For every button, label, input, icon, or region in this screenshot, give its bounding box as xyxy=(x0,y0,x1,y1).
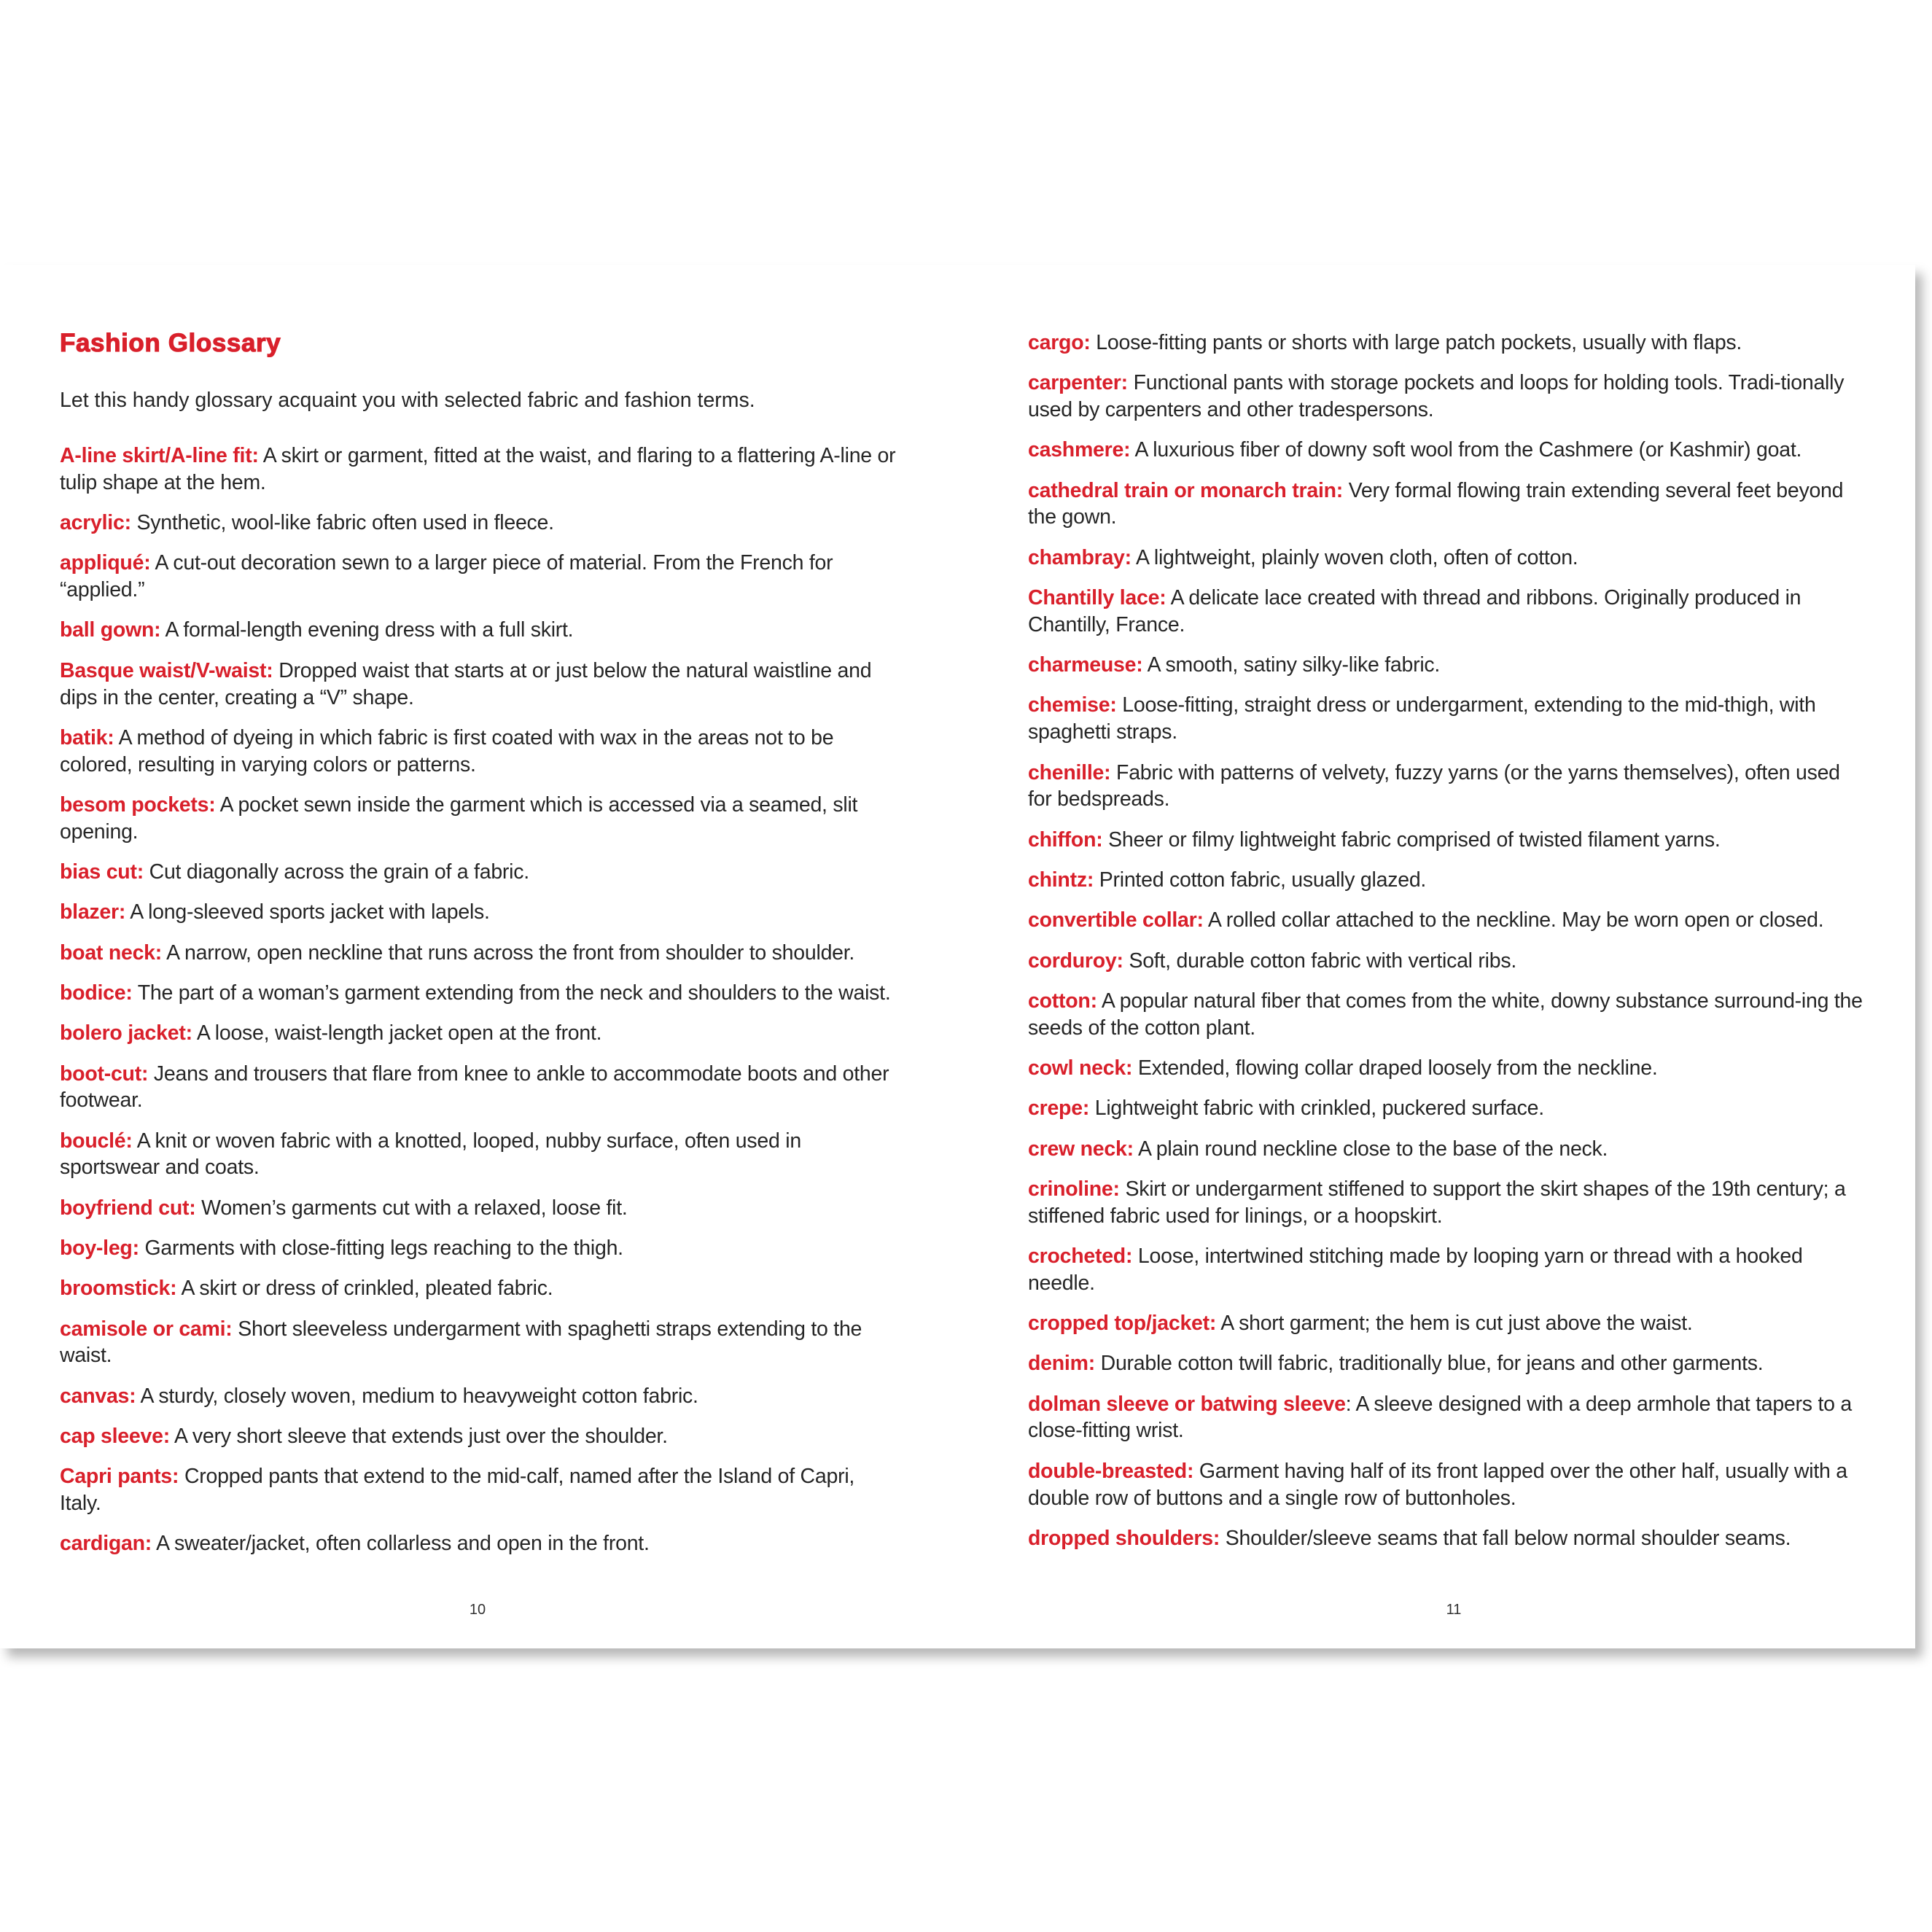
term-colon: : xyxy=(141,1062,149,1086)
glossary-term: charmeuse xyxy=(1028,653,1137,677)
glossary-definition: A short garment; the hem is cut just above the waist. xyxy=(1216,1312,1693,1336)
glossary-entry xyxy=(1028,1243,1866,1297)
glossary-term: carpenter xyxy=(1028,371,1121,395)
glossary-entry xyxy=(60,1383,898,1410)
term-colon: : xyxy=(1113,1177,1120,1201)
glossary-entry xyxy=(1028,370,1866,424)
glossary-definition: A sleeve designed with a deep armhole that tapers to a close-fitting wrist. xyxy=(1028,1392,1852,1443)
term-colon: : xyxy=(1090,989,1097,1013)
glossary-term: crocheted xyxy=(1028,1244,1126,1268)
glossary-definition: Very formal flowing train extending several feet beyond the gown. xyxy=(1028,478,1844,529)
glossary-definition: A lightweight, plainly woven cloth, often of cotton. xyxy=(1131,545,1578,569)
glossary-definition: A knit or woven fabric with a knotted, looped, nubby surface, often used in sportswear and coats. xyxy=(60,1129,801,1180)
glossary-entry xyxy=(60,899,898,926)
glossary-entry xyxy=(1028,827,1866,854)
glossary-definition: A narrow, open neckline that runs across the front from shoulder to shoulder. xyxy=(162,940,855,965)
glossary-definition: Women’s garments cut with a relaxed, loose fit. xyxy=(195,1196,628,1220)
term-colon: : xyxy=(1336,478,1344,502)
term-colon: : xyxy=(1082,1097,1090,1121)
glossary-term: bias cut xyxy=(60,860,137,884)
glossary-term: Capri pants xyxy=(60,1465,173,1489)
glossary-definition: Loose, intertwined stitching made by looping yarn or thread with a hooked needle. xyxy=(1028,1244,1803,1295)
glossary-definition: A skirt or dress of crinkled, pleated fabric. xyxy=(176,1277,553,1301)
term-colon: : xyxy=(132,1236,139,1261)
glossary-definition: Cut diagonally across the grain of a fabric. xyxy=(143,860,529,884)
glossary-entry xyxy=(60,1061,898,1115)
glossary-definition: A popular natural fiber that comes from the white, downy substance surround-ing the seeds of the cotton plant. xyxy=(1028,989,1863,1040)
glossary-term: chiffon xyxy=(1028,827,1097,852)
glossary-term: boy-leg xyxy=(60,1236,133,1261)
glossary-term: cowl neck xyxy=(1028,1056,1126,1080)
glossary-term: convertible collar xyxy=(1028,908,1197,932)
glossary-entry xyxy=(60,1195,898,1222)
term-colon: : xyxy=(1126,1137,1134,1161)
glossary-term: canvas xyxy=(60,1384,130,1408)
glossary-definition: A sturdy, closely woven, medium to heavyweight cotton fabric. xyxy=(136,1384,698,1408)
glossary-term: chenille xyxy=(1028,760,1105,784)
glossary-definition: Durable cotton twill fabric, traditionally blue, for jeans and other garments. xyxy=(1094,1352,1764,1376)
glossary-term: ball gown xyxy=(60,618,155,642)
glossary-term: batik xyxy=(60,725,108,749)
glossary-term: crepe xyxy=(1028,1097,1083,1121)
term-colon: : xyxy=(252,444,259,467)
term-colon: : xyxy=(124,511,131,535)
glossary-definition: Short sleeveless undergarment with spaghetti straps extending to the waist. xyxy=(60,1317,862,1368)
term-colon: : xyxy=(1116,949,1123,973)
term-colon: : xyxy=(225,1317,233,1341)
term-colon: : xyxy=(1136,653,1143,677)
glossary-term: chemise xyxy=(1028,693,1110,717)
glossary-term: crew neck xyxy=(1028,1137,1127,1161)
glossary-list-right xyxy=(1028,330,1866,1565)
glossary-definition: Jeans and trousers that flare from knee to ankle to accommodate boots and other footwear. xyxy=(60,1062,889,1113)
glossary-entry xyxy=(1028,692,1866,746)
term-colon: : xyxy=(189,1196,196,1220)
page-number-right: 11 xyxy=(1446,1602,1462,1618)
term-colon: : xyxy=(1110,693,1117,717)
glossary-definition: Fabric with patterns of velvety, fuzzy yarns (or the yarns themselves), often used for bedspreads. xyxy=(1028,760,1840,811)
glossary-entry xyxy=(1028,948,1866,975)
glossary-term: acrylic xyxy=(60,511,125,535)
glossary-term: bouclé xyxy=(60,1129,126,1153)
glossary-term: dolman sleeve or batwing sleeve xyxy=(1028,1392,1346,1416)
glossary-term: cashmere xyxy=(1028,438,1124,462)
glossary-entry xyxy=(60,1530,898,1557)
glossary-definition: A method of dyeing in which fabric is first coated with wax in the areas not to be colored, resulting in varying colors or patterns. xyxy=(60,725,834,776)
term-colon: : xyxy=(185,1021,192,1045)
glossary-entry xyxy=(1028,1350,1866,1377)
intro-text: Let this handy glossary acquaint you with selected fabric and fashion terms. xyxy=(60,389,755,412)
glossary-term: A-line skirt/A-line fit xyxy=(60,444,252,467)
glossary-entry xyxy=(60,940,898,967)
glossary-term: chambray xyxy=(1028,545,1125,569)
glossary-entry xyxy=(60,859,898,886)
glossary-definition: A rolled collar attached to the neckline. May be worn open or closed. xyxy=(1203,908,1824,932)
glossary-entry xyxy=(60,1463,898,1517)
glossary-entry xyxy=(1028,1136,1866,1163)
glossary-definition: Cropped pants that extend to the mid-calf, named after the Island of Capri, Italy. xyxy=(60,1465,855,1516)
glossary-definition: Extended, flowing collar draped loosely from the neckline. xyxy=(1132,1056,1658,1080)
glossary-entry xyxy=(60,1235,898,1262)
term-colon: : xyxy=(1345,1392,1352,1416)
glossary-definition: A pocket sewn inside the garment which is accessed via a seamed, slit opening. xyxy=(60,792,858,844)
term-colon: : xyxy=(1125,1056,1133,1080)
term-colon: : xyxy=(1123,438,1131,462)
glossary-term: dropped shoulders xyxy=(1028,1526,1213,1550)
glossary-term: boot-cut xyxy=(60,1062,141,1086)
term-colon: : xyxy=(170,1277,177,1301)
glossary-entry xyxy=(1028,478,1866,531)
glossary-definition: A loose, waist-length jacket open at the front. xyxy=(192,1021,602,1045)
glossary-entry xyxy=(1028,585,1866,639)
glossary-entry xyxy=(1028,907,1866,934)
glossary-definition: A cut-out decoration sewn to a larger piece of material. From the French for “applied.” xyxy=(60,551,833,602)
glossary-term: bolero jacket xyxy=(60,1021,186,1045)
glossary-entry xyxy=(1028,437,1866,464)
glossary-term: chintz xyxy=(1028,868,1087,892)
glossary-definition: A very short sleeve that extends just over the shoulder. xyxy=(169,1425,668,1449)
glossary-entry xyxy=(1028,652,1866,679)
glossary-entry xyxy=(1028,1525,1866,1552)
term-colon: : xyxy=(136,860,144,884)
term-colon: : xyxy=(1124,545,1131,569)
glossary-term: cropped top/jacket xyxy=(1028,1312,1210,1336)
glossary-definition: The part of a woman’s garment extending from the neck and shoulders to the waist. xyxy=(132,981,891,1005)
glossary-term: cardigan xyxy=(60,1532,145,1556)
glossary-definition: Synthetic, wool-like fabric often used in fleece. xyxy=(131,511,554,535)
glossary-term: Chantilly lace xyxy=(1028,586,1160,610)
glossary-entry xyxy=(60,658,898,712)
glossary-definition: Printed cotton fabric, usually glazed. xyxy=(1094,868,1427,892)
term-colon: : xyxy=(107,725,114,749)
glossary-definition: Dropped waist that starts at or just below the natural waistline and dips in the center, creating a “V” shape. xyxy=(60,658,872,709)
glossary-entry xyxy=(1028,330,1866,357)
glossary-entry xyxy=(1028,1095,1866,1122)
term-colon: : xyxy=(1212,1526,1220,1550)
glossary-term: double-breasted xyxy=(1028,1459,1187,1483)
glossary-term: boat neck xyxy=(60,940,155,965)
glossary-definition: Loose-fitting pants or shorts with large patch pockets, usually with flaps. xyxy=(1090,331,1742,354)
glossary-definition: A formal-length evening dress with a full skirt. xyxy=(160,618,574,642)
glossary-entry xyxy=(1028,1310,1866,1337)
glossary-term: cotton xyxy=(1028,989,1091,1013)
glossary-definition: Shoulder/sleeve seams that fall below normal shoulder seams. xyxy=(1220,1526,1791,1550)
glossary-definition: A skirt or garment, fitted at the waist, and flaring to a flattering A-line or tulip shape at the hem. xyxy=(60,444,896,494)
glossary-entry xyxy=(1028,1055,1866,1082)
glossary-entry xyxy=(60,1020,898,1047)
glossary-definition: Soft, durable cotton fabric with vertical ribs. xyxy=(1123,949,1517,973)
term-colon: : xyxy=(209,792,216,817)
term-colon: : xyxy=(1121,371,1128,395)
glossary-entry xyxy=(60,792,898,846)
glossary-term: bodice xyxy=(60,981,126,1005)
glossary-term: crinoline xyxy=(1028,1177,1113,1201)
glossary-entry xyxy=(1028,760,1866,814)
glossary-definition: Functional pants with storage pockets and loops for holding tools. Tradi-tionally used by carpenters and other tradespersons. xyxy=(1028,371,1845,422)
glossary-definition: A luxurious fiber of downy soft wool from the Cashmere (or Kashmir) goat. xyxy=(1130,438,1802,462)
glossary-entry xyxy=(1028,1458,1866,1512)
term-colon: : xyxy=(125,981,133,1005)
term-colon: : xyxy=(1096,827,1103,852)
glossary-definition: Garment having half of its front lapped over the other half, usually with a double row of buttons and a single row of buttonholes. xyxy=(1028,1459,1847,1510)
glossary-definition: A sweater/jacket, often collarless and open in the front. xyxy=(152,1532,650,1556)
glossary-definition: Garments with close-fitting legs reaching to the thigh. xyxy=(139,1236,623,1261)
term-colon: : xyxy=(129,1384,136,1408)
term-colon: : xyxy=(1086,868,1094,892)
glossary-term: blazer xyxy=(60,900,119,924)
glossary-list-left xyxy=(60,443,898,1571)
term-colon: : xyxy=(144,551,151,575)
glossary-term: cap sleeve xyxy=(60,1425,163,1449)
term-colon: : xyxy=(1159,586,1166,610)
term-colon: : xyxy=(1104,760,1111,784)
glossary-entry xyxy=(60,1316,898,1370)
page-number-left: 10 xyxy=(469,1602,486,1618)
term-colon: : xyxy=(125,1129,133,1153)
term-colon: : xyxy=(144,1532,152,1556)
glossary-entry xyxy=(1028,988,1866,1042)
term-colon: : xyxy=(266,658,273,682)
glossary-term: camisole or cami xyxy=(60,1317,226,1341)
glossary-term: appliqué xyxy=(60,551,144,575)
term-colon: : xyxy=(1083,331,1091,354)
glossary-entry xyxy=(60,1128,898,1182)
glossary-entry xyxy=(1028,1391,1866,1445)
glossary-definition: A smooth, satiny silky-like fabric. xyxy=(1142,653,1441,677)
glossary-definition: A delicate lace created with thread and ribbons. Originally produced in Chantilly, France. xyxy=(1028,586,1801,636)
glossary-definition: A long-sleeved sports jacket with lapels. xyxy=(125,900,490,924)
term-colon: : xyxy=(163,1425,170,1449)
term-colon: : xyxy=(1186,1459,1194,1483)
glossary-definition: Skirt or undergarment stiffened to support the skirt shapes of the 19th century; a stiffened fabric used for linings, or a hoopskirt. xyxy=(1028,1177,1846,1228)
glossary-entry xyxy=(60,550,898,604)
term-colon: : xyxy=(172,1465,179,1489)
term-colon: : xyxy=(118,900,126,924)
glossary-entry xyxy=(60,980,898,1007)
glossary-definition: Sheer or filmy lightweight fabric comprised of twisted filament yarns. xyxy=(1102,827,1721,852)
glossary-term: cargo xyxy=(1028,331,1084,354)
glossary-entry xyxy=(60,443,898,496)
glossary-entry xyxy=(1028,1176,1866,1230)
glossary-entry xyxy=(60,617,898,644)
glossary-term: boyfriend cut xyxy=(60,1196,190,1220)
glossary-definition: Loose-fitting, straight dress or undergarment, extending to the mid-thigh, with spaghetti straps. xyxy=(1028,693,1816,744)
term-colon: : xyxy=(154,618,161,642)
glossary-term: besom pockets xyxy=(60,792,209,817)
page-title: Fashion Glossary xyxy=(60,329,281,357)
glossary-term: broomstick xyxy=(60,1277,171,1301)
glossary-definition: Lightweight fabric with crinkled, puckered surface. xyxy=(1089,1097,1544,1121)
glossary-term: Basque waist/V-waist xyxy=(60,658,267,682)
glossary-term: corduroy xyxy=(1028,949,1117,973)
term-colon: : xyxy=(1209,1312,1217,1336)
glossary-entry xyxy=(1028,545,1866,572)
term-colon: : xyxy=(1125,1244,1133,1268)
glossary-entry xyxy=(60,1423,898,1450)
glossary-entry xyxy=(60,725,898,779)
glossary-entry xyxy=(1028,867,1866,894)
book-spread xyxy=(0,265,1915,1648)
glossary-definition: A plain round neckline close to the base of the neck. xyxy=(1133,1137,1608,1161)
glossary-entry xyxy=(60,510,898,537)
glossary-entry xyxy=(60,1275,898,1302)
term-colon: : xyxy=(155,940,163,965)
glossary-term: denim xyxy=(1028,1352,1088,1376)
glossary-term: cathedral train or monarch train xyxy=(1028,478,1336,502)
term-colon: : xyxy=(1196,908,1204,932)
term-colon: : xyxy=(1088,1352,1095,1376)
